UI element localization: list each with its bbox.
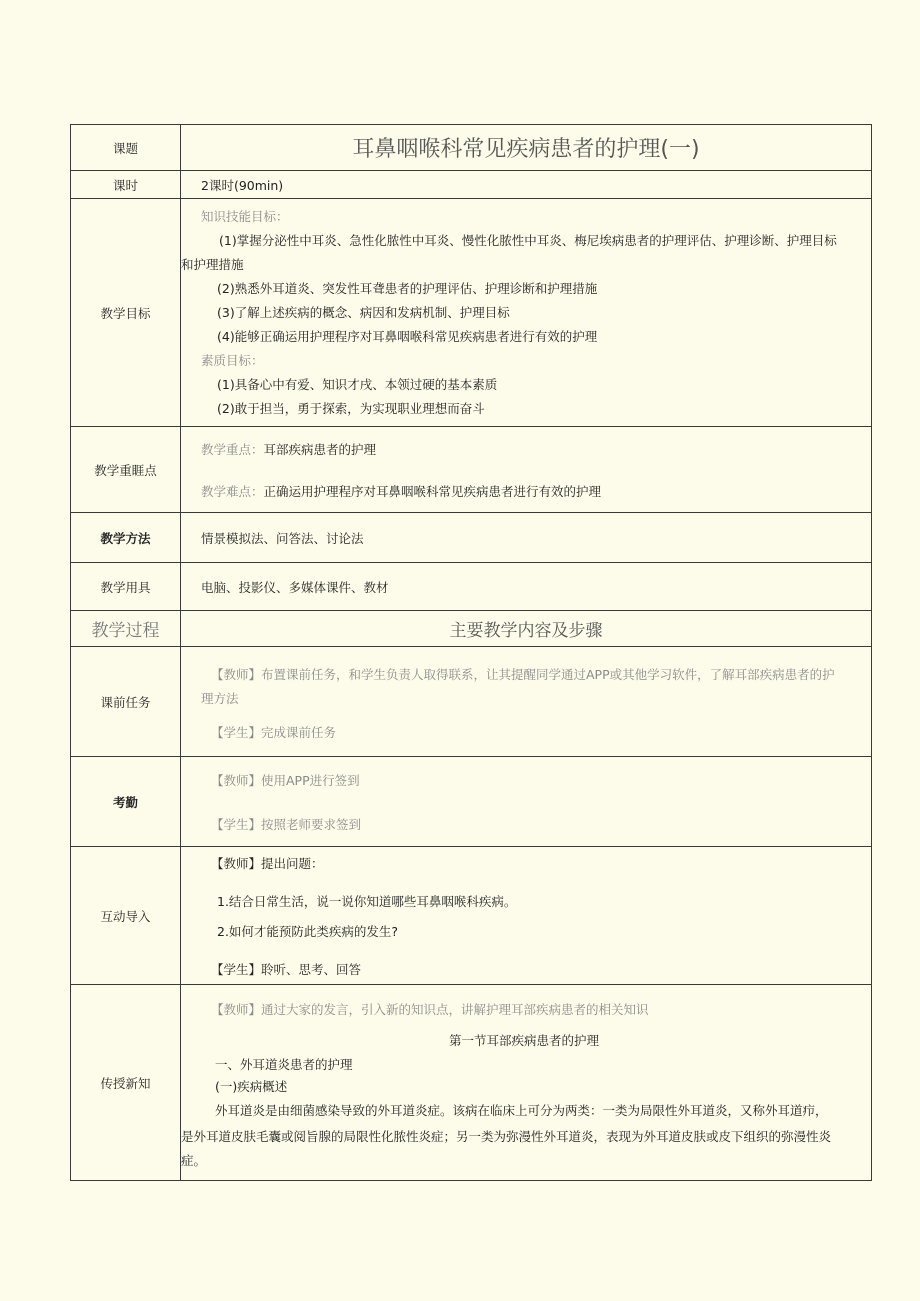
- paragraph-line-3: 症。: [181, 1152, 207, 1168]
- keypoints-cell: [181, 427, 872, 513]
- topic-heading: (一)疾病概述: [215, 1078, 288, 1094]
- objective-k3: (3)了解上述疾病的概念、病因和发病机制、护理目标: [217, 304, 510, 320]
- row-tools: [71, 563, 872, 611]
- objective-k2: (2)熟悉外耳道炎、突发性耳聋患者的护理评估、护理诊断和护理措施: [217, 280, 598, 296]
- subsection-heading: 一、外耳道炎患者的护理: [215, 1056, 353, 1072]
- process-header: 主要教学内容及步骤: [181, 611, 872, 647]
- label-pretask: 课前任务: [71, 647, 181, 757]
- objective-q2: (2)敢于担当，勇于探索，为实现职业理想而奋斗: [217, 400, 485, 416]
- label-method: 教学方法: [71, 513, 181, 563]
- label-teach: 传授新知: [71, 985, 181, 1181]
- row-hours: [71, 171, 872, 199]
- teach-teacher: 【教师】通过大家的发言，引入新的知识点，讲解护理耳部疾病患者的相关知识: [211, 1001, 649, 1017]
- label-process: 教学过程: [71, 611, 181, 647]
- label-hours: 课时: [71, 171, 181, 199]
- intro-student: 【学生】聆听、思考、回答: [211, 961, 362, 977]
- row-teach: [71, 985, 872, 1181]
- pretask-cell: [181, 647, 872, 757]
- key-point-label: 教学重点：: [201, 441, 264, 457]
- intro-question-1: 1.结合日常生活，说一说你知道哪些耳鼻咽喉科疾病。: [217, 893, 517, 909]
- difficult-point-label: 教学难点：: [201, 483, 264, 499]
- objectives-cell: [181, 199, 872, 427]
- intro-teacher: 【教师】提出问题：: [211, 855, 324, 871]
- knowledge-objective-title: 知识技能目标：: [201, 208, 289, 224]
- label-attendance: 考勤: [71, 757, 181, 847]
- row-topic: [71, 125, 872, 171]
- paragraph-line-1: 外耳道炎是由细菌感染导致的外耳道炎症。该病在临床上可分为两类：一类为局限性外耳道炎，又称外耳道疖，: [215, 1102, 828, 1118]
- hours-value: 2课时(90min): [181, 171, 872, 199]
- objective-k1-cont: 和护理措施: [181, 256, 244, 272]
- pretask-teacher: 【教师】布置课前任务，和学生负责人取得联系，让其提醒同学通过APP或其他学习软件，了解耳部疾病患者的护: [211, 666, 835, 682]
- method-value: 情景模拟法、问答法、讨论法: [181, 513, 872, 563]
- intro-question-2: 2.如何才能预防此类疾病的发生?: [217, 923, 399, 939]
- attendance-teacher: 【教师】使用APP进行签到: [211, 772, 360, 788]
- objective-k4: (4)能够正确运用护理程序对耳鼻咽喉科常见疾病患者进行有效的护理: [217, 328, 598, 344]
- teach-cell: [181, 985, 872, 1181]
- tools-value: 电脑、投影仪、多媒体课件、教材: [181, 563, 872, 611]
- label-keypoints: 教学重睚点: [71, 427, 181, 513]
- pretask-student: 【学生】完成课前任务: [211, 724, 337, 740]
- label-objectives: 教学目标: [71, 199, 181, 427]
- label-tools: 教学用具: [71, 563, 181, 611]
- attendance-cell: [181, 757, 872, 847]
- row-keypoints: [71, 427, 872, 513]
- intro-cell: [181, 847, 872, 985]
- row-pretask: [71, 647, 872, 757]
- objective-k1: (1)掌握分泌性中耳炎、急性化脓性中耳炎、慢性化脓性中耳炎、梅尼埃病患者的护理评估、护理诊断、护理目标: [219, 232, 837, 248]
- label-topic: 课题: [71, 125, 181, 171]
- row-process-header: [71, 611, 872, 647]
- key-point-text: 耳部疾病患者的护理: [263, 441, 377, 457]
- pretask-teacher-cont: 理方法: [201, 690, 239, 706]
- row-intro: [71, 847, 872, 985]
- row-attendance: [71, 757, 872, 847]
- attendance-student: 【学生】按照老师要求签到: [211, 816, 362, 832]
- quality-objective-title: 素质目标：: [201, 352, 264, 368]
- section-heading: 第一节耳部疾病患者的护理: [448, 1032, 599, 1048]
- row-objectives: [71, 199, 872, 427]
- paragraph-line-2: 是外耳道皮肤毛囊或阅旨腺的局限性化脓性炎症；另一类为弥漫性外耳道炎，表现为外耳道皮肤或皮下组织的弥漫性炎: [181, 1128, 832, 1144]
- row-method: [71, 513, 872, 563]
- label-intro: 互动导入: [71, 847, 181, 985]
- topic-title: 耳鼻咽喉科常见疾病患者的护理(一): [181, 125, 872, 171]
- objective-q1: (1)具备心中有爱、知识才戌、本领过硬的基本素质: [217, 376, 498, 392]
- difficult-point-text: 正确运用护理程序对耳鼻咽喉科常见疾病患者进行有效的护理: [263, 483, 602, 499]
- lesson-plan-table: [70, 124, 872, 1181]
